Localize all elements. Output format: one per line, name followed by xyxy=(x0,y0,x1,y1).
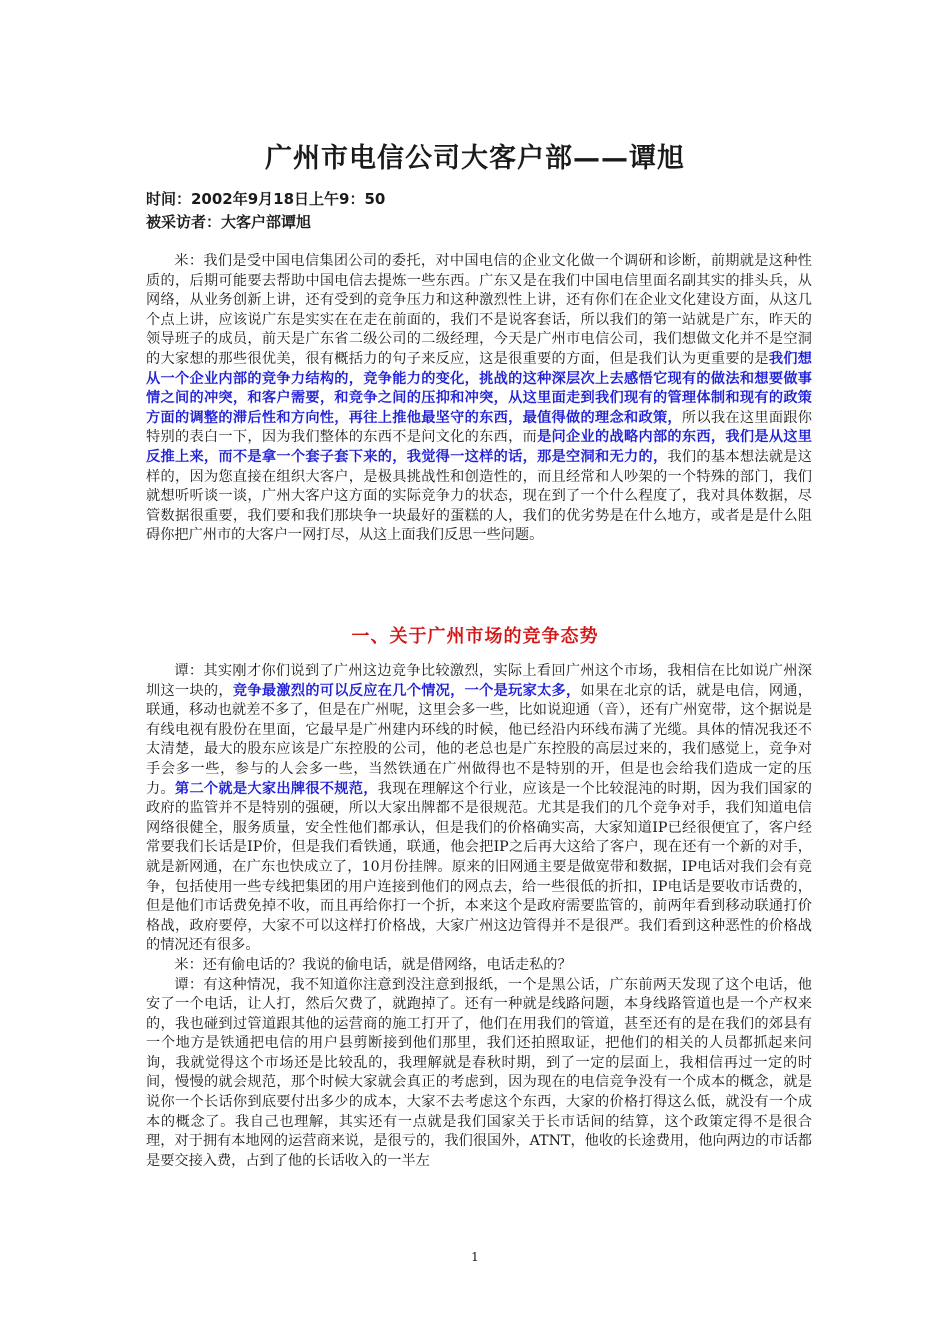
intro-text-3: 我们的基本想法就是这样的，因为您直接在组织大客户，是极具挑战性和创造性的，而且经常和人吵架的一个特殊的部门，我们就想听听谈一谈，广州大客户这方面的实际竞争力的状态，现在到了一个什么程度了，我对具体数据，尽管数据很重要，我们要和我们那块争一块最好的蛋糕的人，我们的优劣势是在什么地方，或者是是什么阻碍你把广州市的大客户一网打尽，从这上面我们反思一些问题。 xyxy=(146,448,812,544)
document-title: 广州市电信公司大客户部——谭旭 xyxy=(265,143,685,174)
tan-paragraph-2: 谭：有这种情况，我不知道你注意到没注意到报纸，一个是黑公话，广东前两天发现了这个电话，他安了一个电话，让人打，然后欠费了，就跑掉了。还有一种就是线路问题，本身线路管道也是一个产权来的，我也碰到过管道跟其他的运营商的施工打开了，他们在用我们的管道，甚至还有的是在我们的郊县有一个地方是铁通把电信的用户县剪断接到他们那里，我们还拍照取证，把他们的相关的人员都抓起来问询，我就觉得这个市场还是比较乱的，我理解就是春秋时期，到了一定的层面上，我相信再过一定的时间，慢慢的就会规范，那个时候大家就会真正的考虑到，因为现在的电信竞争没有一个成本的概念，就是说你一个长话你到底要付出多少的成本，大家不去考虑这个东西，大家的价格打得这么低，就没有一个成本的概念了。我自己也理解，其实还有一点就是我们国家关于长市话间的结算，这个政策定得不是很合理，对于拥有本地网的运营商来说，是很亏的，我们很国外，ATNT，他收的长途费用，他向两边的市话都是要交接入费，占到了他的长话收入的一半左 xyxy=(146,976,812,1169)
tan1-highlight-2: 第二个就是大家出牌很不规范， xyxy=(174,780,378,797)
tan1-text-3: 我现在理解这个行业，应该是一个比较混沌的时期，因为我们国家的政府的监管并不是特别的强硬，所以大家出牌都不是很规范。尤其是我们的几个竞争对手，我们知道电信网络很健全，服务质量，安全性他们都承认，但是我们的价格确实高，大家知道IP已经很便宜了，客户经常要我们长话是IP价，但是我们看铁通，联通，他会把IP之后再大这给了客户，现在还有一个新的对手，就是新网通，在广东也快成立了，10月份挂牌。原来的旧网通主要是做宽带和数据，IP电话对我们会有竞争，包括使用一些专线把集团的用户连接到他们的网点去，给一些很低的折扣，IP电话是要收市话费的，但是他们市话费免掉不收，而且再给你打一个折，本来这个是政府需要监管的，前两年看到移动联通打价格战，政府要停，大家不可以这样打价格战，大家广州这边管得并不是很严。我们看到这种恶性的价格战的情况还有很多。 xyxy=(146,780,812,954)
tan1-text-2: 如果在北京的话，就是电信，网通，联通，移动也就差不多了，但是在广州呢，这里会多一些，比如说迎通（音），还有广州宽带，这个据说是有线电视有股份在里面，它最早是广州建内环线的时候，他已经沿内环线布满了光缆。具体的情况我还不太清楚，最大的股东应该是广东控股的公司，他的老总也是广东控股的高层过来的，我们感觉上，竞争对手会多一些，参与的人会多一些，当然铁通在广州做得也不是特别的开，但是也会给我们造成一定的压力。 xyxy=(146,682,812,797)
section-body xyxy=(146,662,812,1171)
section-heading: 一、关于广州市场的竞争态势 xyxy=(351,626,599,647)
intro-paragraph xyxy=(146,252,812,546)
intro-section xyxy=(146,252,812,546)
interview-time: 时间：2002年9月18日上午9：50 xyxy=(146,190,386,208)
page-number: 1 xyxy=(471,1250,479,1264)
intro-highlight-2: 是问企业的战略内部的东西，我们是从这里反推上来，而不是拿一个套子套下来的，我觉得一这样的话，那是空洞和无力的， xyxy=(146,429,812,465)
tan1-text-1: 谭：其实刚才你们说到了广州这边竞争比较激烈，实际上看回广州这个市场，我相信在比如说广州深圳这一块的， xyxy=(146,663,812,699)
tan-paragraph-1 xyxy=(146,662,812,956)
intro-highlight-1: 我们想从一个企业内部的竞争力结构的，竞争能力的变化，挑战的这种深层次上去感悟它现有的做法和想要做事情之间的冲突，和客户需要，和竞争之间的压抑和冲突，从这里面走到我们现有的管理体制和现有的政策方面的调整的滞后性和方向性，再往上推他最坚守的东西，最值得做的理念和政策， xyxy=(146,350,812,426)
intro-text-2: 所以我在这里面跟你特别的表白一下，因为我们整体的东西不是问文化的东西，而 xyxy=(146,409,812,446)
interviewee: 被采访者：大客户部谭旭 xyxy=(146,213,312,231)
intro-text-1: 米：我们是受中国电信集团公司的委托，对中国电信的企业文化做一个调研和诊断，前期就是这种性质的，后期可能要去帮助中国电信去提炼一些东西。广东又是在我们中国电信里面名副其实的排头兵，从网络，从业务创新上讲，还有受到的竞争压力和这种激烈性上讲，还有你们在企业文化建设方面，从这几个点上讲，应该说广东是实实在在走在前面的，我们不是说客套话，所以我们的第一站就是广东，昨天的领导班子的成员，前天是广东省二级公司的二级经理，今天是广州市电信公司，我们想做文化并不是空洞的大家想的那些很优美，很有概括力的句子来反应，这是很重要的方面，但是我们认为更重要的是 xyxy=(146,253,812,367)
mi-question: 米：还有偷电话的？我说的偷电话，就是借网络，电话走私的？ xyxy=(174,956,572,973)
tan1-highlight-1: 竞争最激烈的可以反应在几个情况，一个是玩家太多， xyxy=(232,682,581,699)
